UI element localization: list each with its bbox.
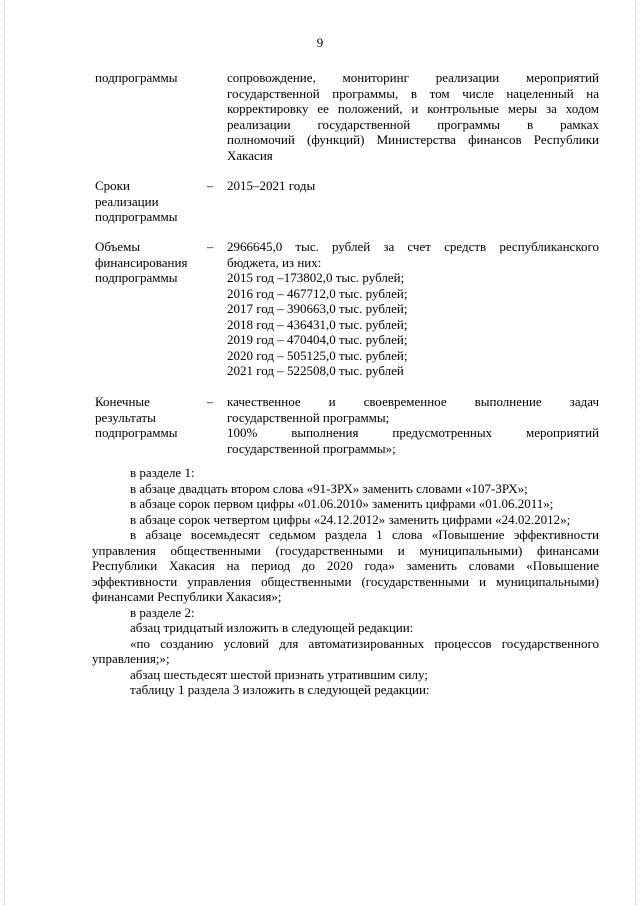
value-line: 2021 год – 522508,0 тыс. рублей (227, 363, 404, 378)
passport-label (95, 239, 205, 286)
paragraph: в абзаце двадцать втором слова «91-ЗРХ» заменить словами «107-ЗРХ»; (130, 480, 528, 496)
value-line: качественное и своевременное выполнение задач (227, 394, 599, 409)
label-line: Объемы (95, 239, 141, 254)
paragraph: в разделе 1: (130, 465, 195, 480)
value-line: полномочий (функций) Министерства финансов Республики (227, 132, 599, 147)
value-line: 2019 год – 470404,0 тыс. рублей; (227, 332, 408, 347)
value-line: государственной программы»; (227, 440, 396, 456)
value-line: 2018 год – 436431,0 тыс. рублей; (227, 316, 408, 332)
value-line: реализации государственной программы в рамках (227, 116, 599, 132)
label-line: подпрограммы (95, 270, 178, 285)
value-line: 2017 год – 390663,0 тыс. рублей; (227, 301, 408, 316)
value-line: 2020 год – 505125,0 тыс. рублей; (227, 347, 408, 363)
paragraph: в абзаце восемьдесят седьмом раздела 1 слова «Повышение эффективности управления общественными (государственными и муниципальными) финансами Республики Хакасия на период до 2020 года» заменить словами «Повышение эффективности управления общественными (государственными и муниципальными) финансами Республики Хакасия»; (92, 527, 599, 604)
value-line: бюджета, из них: (227, 254, 322, 270)
amendments-text (92, 465, 599, 698)
paragraph: в абзаце сорок первом цифры «01.06.2010» заменить цифрами «01.06.2011»; (130, 496, 554, 511)
paragraph: в разделе 2: (130, 604, 195, 620)
label-line: подпрограммы (95, 425, 178, 440)
passport-label (95, 394, 205, 441)
value-line: Хакасия (227, 147, 273, 163)
value-line: 100% выполнения предусмотренных мероприятий (227, 425, 599, 440)
label-line: реализации (95, 193, 159, 209)
value-line: сопровождение, мониторинг реализации мероприятий (227, 70, 599, 85)
label-line: Сроки (95, 178, 130, 193)
passport-label (95, 70, 205, 86)
value-line: государственной программы, в том числе нацеленный на (227, 85, 599, 101)
paragraph: «по созданию условий для автоматизированных процессов государственного управления;»; (92, 635, 599, 666)
scan-edge-right (635, 0, 636, 905)
label-line: Конечные (95, 394, 150, 409)
passport-value (227, 178, 599, 194)
passport-value (227, 70, 599, 163)
paragraph: абзац тридцатый изложить в следующей редакции: (130, 620, 414, 635)
value-line: 2016 год – 467712,0 тыс. рублей; (227, 285, 408, 301)
passport-value (227, 394, 599, 456)
page-number: 9 (316, 35, 324, 50)
scan-edge-left (4, 0, 5, 905)
paragraph: таблицу 1 раздела 3 изложить в следующей редакции: (130, 682, 430, 697)
label-line: подпрограммы (95, 70, 178, 85)
passport-dash: – (206, 394, 214, 409)
passport-dash: – (206, 178, 214, 193)
value-line: 2015 год –173802,0 тыс. рублей; (227, 270, 405, 285)
passport-label (95, 178, 205, 225)
value-line: 2015–2021 годы (227, 178, 316, 193)
passport-value (227, 239, 599, 379)
paragraph: в абзаце сорок четвертом цифры «24.12.2012» заменить цифрами «24.02.2012»; (130, 511, 571, 527)
passport-dash: – (206, 239, 214, 254)
label-line: подпрограммы (95, 209, 178, 224)
label-line: результаты (95, 409, 156, 425)
value-line: корректировку ее положений, и контрольные меры за ходом (227, 101, 599, 116)
value-line: государственной программы; (227, 409, 390, 425)
value-line: 2966645,0 тыс. рублей за счет средств республиканского (227, 239, 599, 254)
label-line: финансирования (95, 254, 188, 270)
paragraph: абзац шестьдесят шестой признать утратившим силу; (130, 666, 428, 682)
